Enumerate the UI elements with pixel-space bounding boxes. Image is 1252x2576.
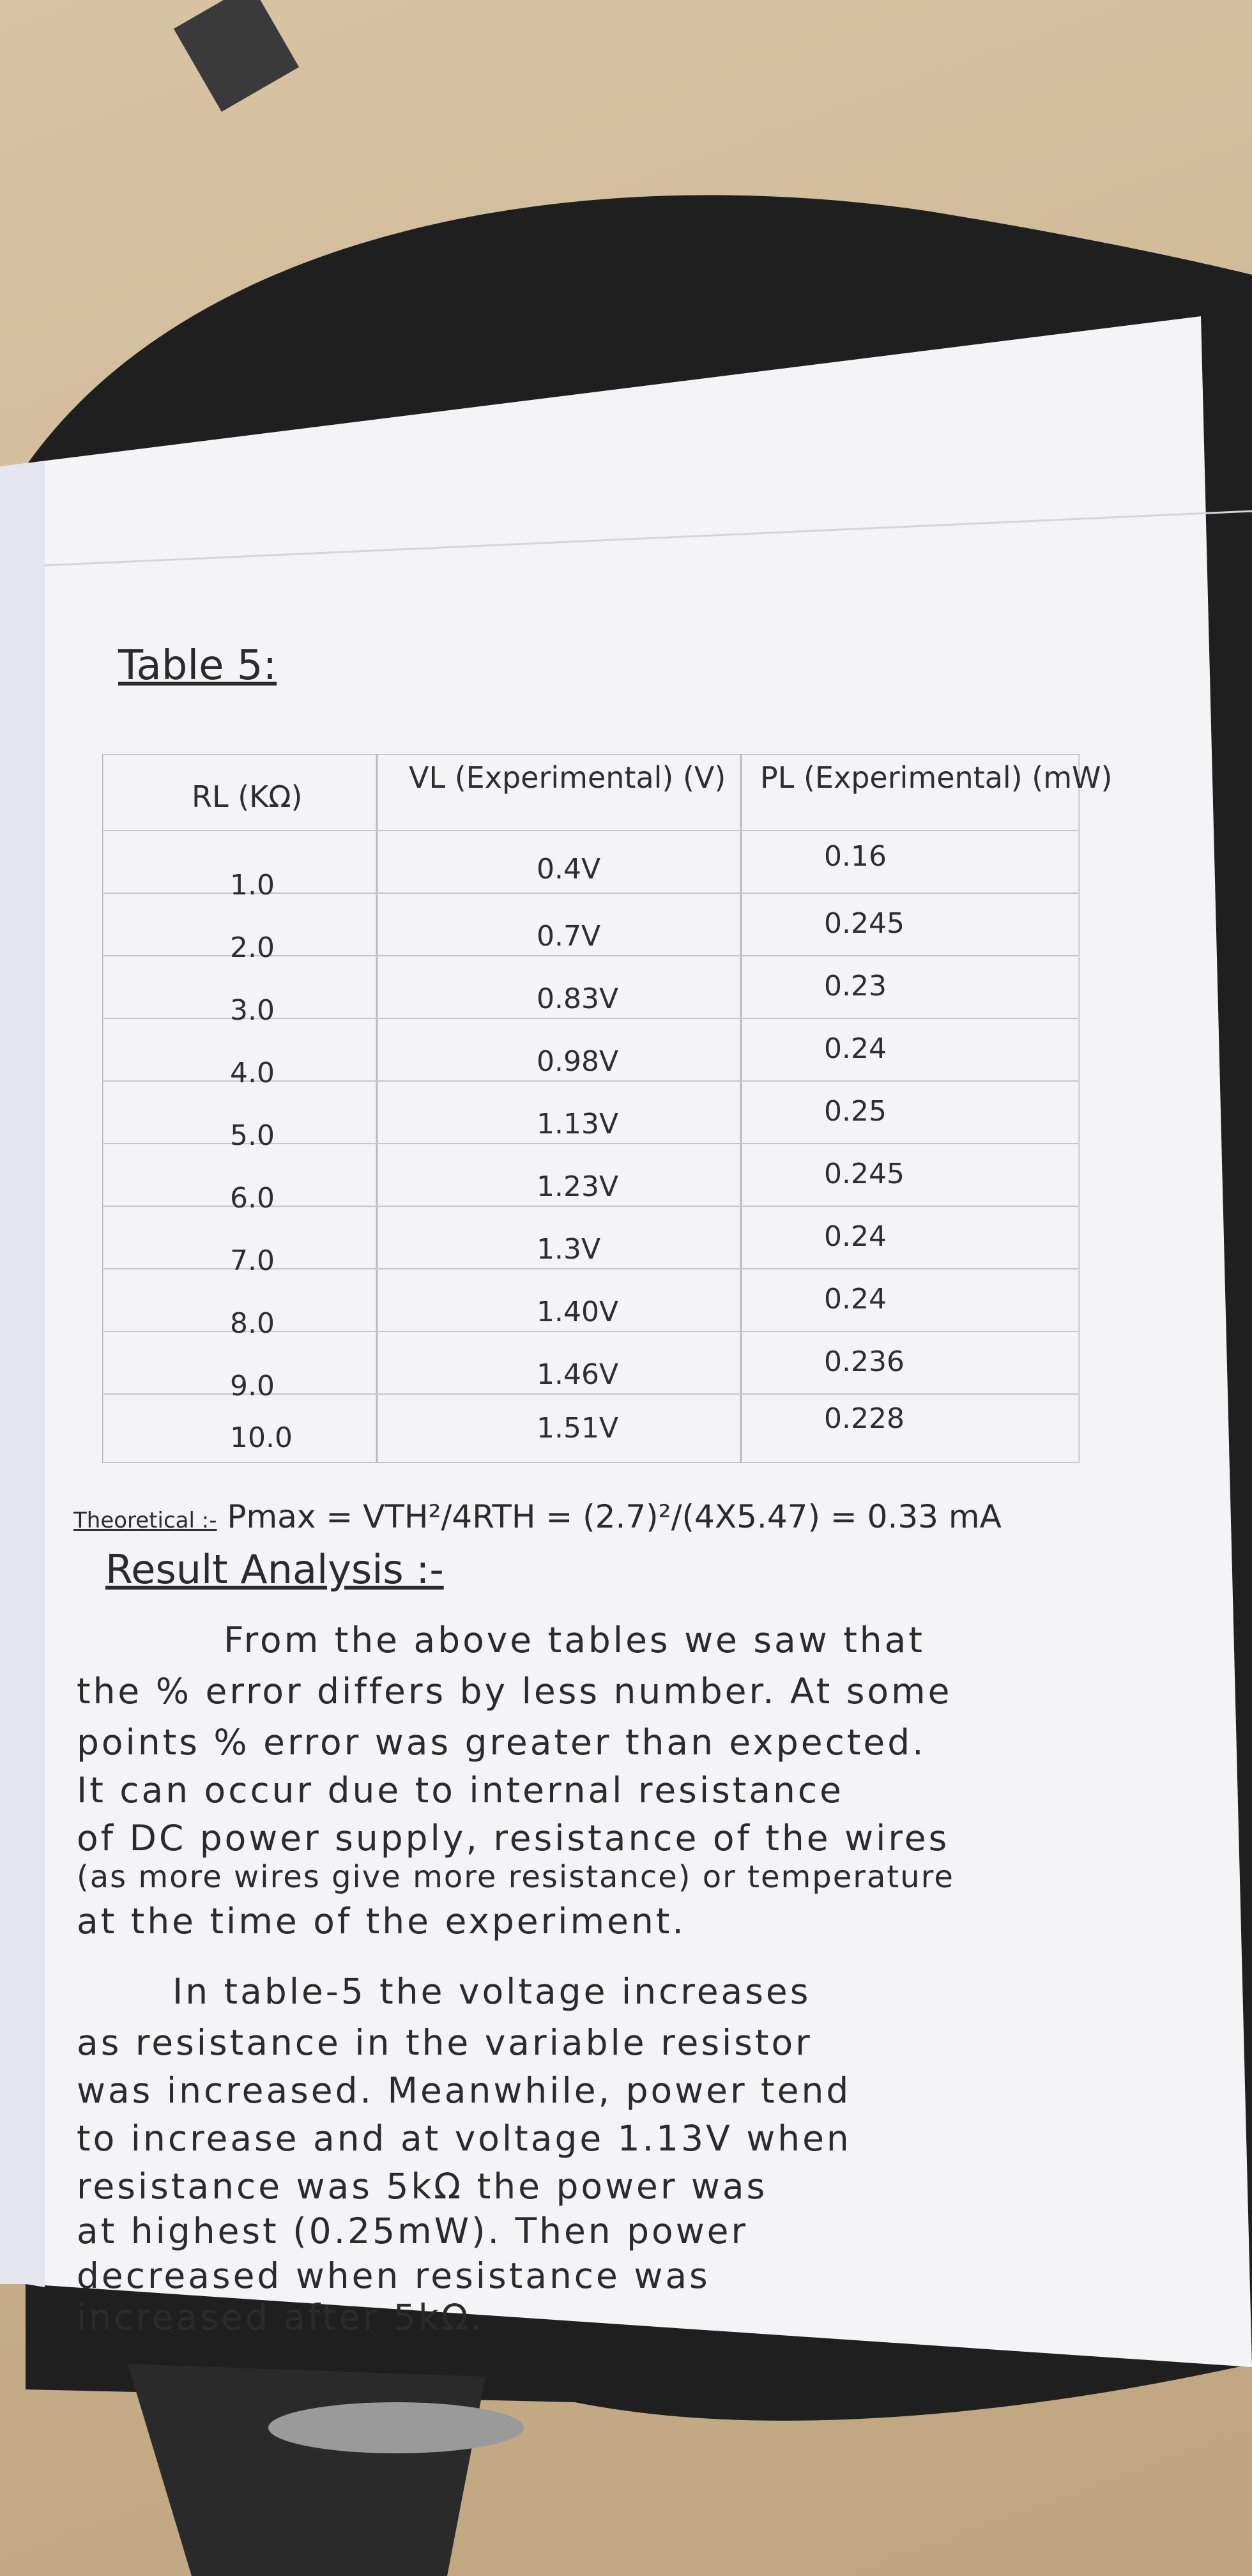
table-cell: 0.23 xyxy=(824,970,887,1002)
table-cell: 7.0 xyxy=(230,1245,275,1277)
table-cell: 1.13V xyxy=(537,1108,619,1140)
table-cell: 0.98V xyxy=(537,1045,619,1078)
analysis-line: It can occur due to internal resistance xyxy=(77,1770,844,1811)
analysis-line: In table-5 the voltage increases xyxy=(172,1971,811,2012)
table-cell: 2.0 xyxy=(230,931,275,964)
table-cell: 6.0 xyxy=(230,1182,275,1215)
paper-left-edge xyxy=(0,461,45,2287)
table-cell: 1.0 xyxy=(230,869,275,901)
table-header: VL (Experimental) (V) xyxy=(409,760,726,795)
theoretical-line xyxy=(73,1498,1002,1535)
theoretical-formula: Pmax = VTH²/4RTH = (2.7)²/(4X5.47) = 0.33 mA xyxy=(227,1498,1002,1535)
table-cell: 0.245 xyxy=(824,907,905,940)
table-cell: 1.46V xyxy=(537,1358,619,1391)
table-cell: 0.4V xyxy=(537,853,601,885)
table-cell: 10.0 xyxy=(230,1422,293,1454)
result-heading: Result Analysis :- xyxy=(105,1546,444,1593)
analysis-line: resistance was 5kΩ the power was xyxy=(77,2166,768,2207)
table-cell: 0.16 xyxy=(824,840,887,873)
table-cell: 0.245 xyxy=(824,1158,905,1190)
table-cell: 0.24 xyxy=(824,1220,887,1253)
analysis-line: (as more wires give more resistance) or temperature xyxy=(77,1859,954,1895)
analysis-line: decreased when resistance was xyxy=(77,2255,710,2296)
table-cell: 3.0 xyxy=(230,994,275,1027)
analysis-line: at the time of the experiment. xyxy=(77,1901,686,1942)
theoretical-label: Theoretical :- xyxy=(73,1508,217,1533)
data-table xyxy=(102,754,1113,1463)
table-cell: 1.40V xyxy=(537,1296,619,1328)
analysis-line: at highest (0.25mW). Then power xyxy=(77,2211,749,2251)
analysis-line: to increase and at voltage 1.13V when xyxy=(77,2118,851,2159)
analysis-line: the % error differs by less number. At some xyxy=(77,1671,952,1712)
table-header: PL (Experimental) (mW) xyxy=(760,760,1113,795)
table-cell: 0.7V xyxy=(537,920,601,953)
analysis-line: From the above tables we saw that xyxy=(224,1620,925,1660)
table-cell: 0.228 xyxy=(824,1402,905,1435)
table-cell: 4.0 xyxy=(230,1057,275,1089)
table-cell: 1.51V xyxy=(537,1412,619,1445)
table-cell: 0.24 xyxy=(824,1032,887,1065)
analysis-line: was increased. Meanwhile, power tend xyxy=(77,2070,851,2111)
table-cell: 1.23V xyxy=(537,1170,619,1203)
table-cell: 8.0 xyxy=(230,1307,275,1340)
analysis-line: points % error was greater than expected. xyxy=(77,1722,926,1763)
table-cell: 0.236 xyxy=(824,1346,905,1378)
table-cell: 0.24 xyxy=(824,1283,887,1315)
table-header: RL (KΩ) xyxy=(192,779,303,814)
table-title: Table 5: xyxy=(118,642,277,689)
analysis-line: of DC power supply, resistance of the wires xyxy=(77,1818,950,1859)
table-cell: 0.83V xyxy=(537,983,619,1015)
table-cell: 1.3V xyxy=(537,1233,601,1266)
analysis-line: as resistance in the variable resistor xyxy=(77,2022,813,2063)
table-cell: 9.0 xyxy=(230,1370,275,1402)
analysis-line: increased after 5kΩ. xyxy=(77,2297,485,2338)
table-cell: 5.0 xyxy=(230,1119,275,1152)
table-cell: 0.25 xyxy=(824,1095,887,1128)
